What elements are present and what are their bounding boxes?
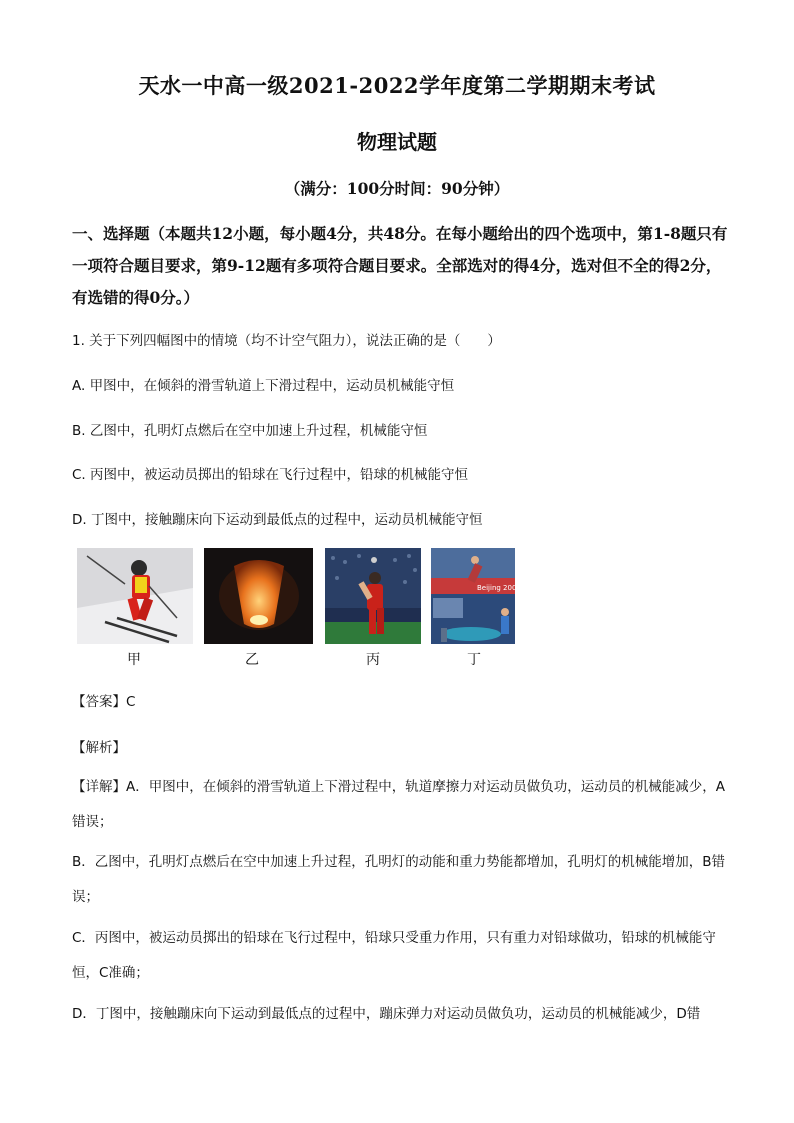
answer-line — [72, 690, 135, 710]
image-sky-lantern — [204, 548, 313, 644]
caption-jia: 甲 — [127, 652, 141, 668]
image-skier — [77, 548, 193, 644]
analysis-d: D．丁图中，接触蹦床向下运动到最低点的过程中，蹦床弹力对运动员做负功，运动员的机械能减少，D错 — [72, 1006, 701, 1022]
answer-label: 【答案】 — [72, 694, 126, 710]
banner-text: Beijing 2008 — [477, 584, 521, 592]
image-trampoline — [431, 548, 521, 644]
question-1-option-d: D. 丁图中，接触蹦床向下运动到最低点的过程中，运动员机械能守恒 — [72, 512, 483, 528]
analysis-a-text: A．甲图中，在倾斜的滑雪轨道上下滑过程中，轨道摩擦力对运动员做负功，运动员的机械能减少，A错误； — [72, 779, 725, 830]
exam-meta: （满分：100分时间：90分钟） — [284, 179, 510, 198]
question-1-option-a: A. 甲图中，在倾斜的滑雪轨道上下滑过程中，运动员机械能守恒 — [72, 378, 455, 394]
analysis-label: 【解析】 — [72, 740, 126, 756]
analysis-a — [72, 770, 732, 840]
question-1-option-b: B. 乙图中，孔明灯点燃后在空中加速上升过程，机械能守恒 — [72, 423, 428, 439]
image-shot-put — [325, 548, 421, 644]
question-1-stem: 1. 关于下列四幅图中的情境（均不计空气阻力），说法正确的是（ ） — [72, 333, 501, 349]
caption-ding: 丁 — [467, 652, 481, 668]
analysis-b: B．乙图中，孔明灯点燃后在空中加速上升过程，孔明灯的动能和重力势能都增加，孔明灯的机械能增加，B错误； — [72, 854, 726, 905]
question-1-option-c: C. 丙图中，被运动员掷出的铅球在飞行过程中，铅球的机械能守恒 — [72, 467, 469, 483]
caption-bing: 丙 — [366, 652, 380, 668]
answer-value: C — [126, 694, 136, 710]
analysis-c: C．丙图中，被运动员掷出的铅球在飞行过程中，铅球只受重力作用，只有重力对铅球做功，铅球的机械能守恒，C准确； — [72, 930, 716, 981]
detail-label: 【详解】 — [72, 779, 126, 795]
exam-title: 天水一中高一级2021-2022学年度第二学期期末考试 — [138, 73, 656, 98]
section-instructions: 一、选择题（本题共12小题，每小题4分，共48分。在每小题给出的四个选项中，第1-8题只有一项符合题目要求，第9-12题有多项符合题目要求。全部选对的得4分，选对但不全的得2分，有选错的得0分。） — [72, 224, 728, 307]
exam-subject: 物理试题 — [357, 130, 437, 154]
caption-yi: 乙 — [245, 652, 259, 668]
